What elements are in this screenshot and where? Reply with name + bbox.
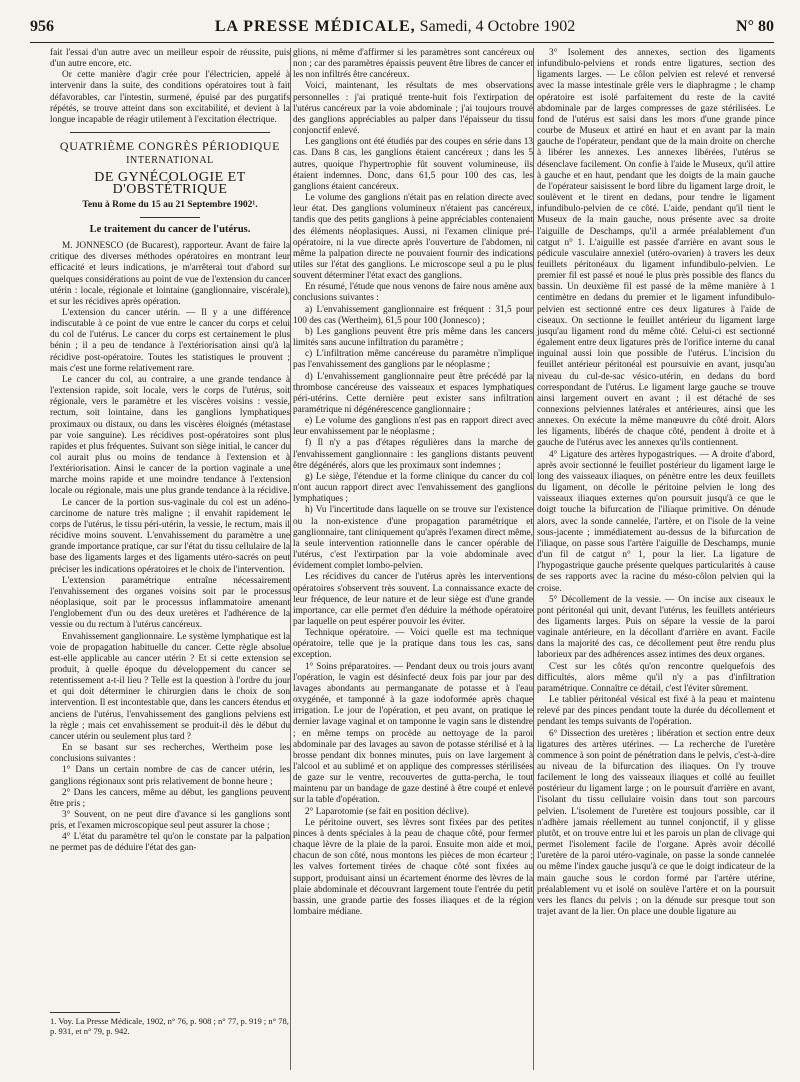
running-header — [30, 18, 774, 40]
section-title: Le traitement du cancer de l'utérus. — [89, 223, 251, 235]
column-3 — [537, 48, 775, 918]
paragraph: 6° Dissection des uretères ; libération et section entre deux ligatures des artères utérines. — La recherche de l'uretère commence à son point de pénétration dans le pelvis, c'est-à-dire au niveau de la bifurcation des iliaques. On l'y trouve facilement le long des vaisseaux iliaques et collé au feuillet postérieur du ligament large ; on le poursuit d'arrière en avant, l'isolant du tissu cellulaire voisin dans tout son parcours pelvien. L'isolement de l'uretère est toujours possible, car il n'adhère jamais réellement au tunnel conjonctif, il y glisse plutôt, et on trouve entre lui et les parois un plan de clivage qui permet l'isolement facile de l'organe. Après avoir décollé l'uretère de la paroi utéro-vaginale, on passe la sonde cannelée ou même l'index gauche jusqu'à ce que le doigt indicateur de la main gauche sous le cordon formé par l'artère utérine, préalablement vu et isolé on soulève l'artère et on la poursuit vers les flancs du pelvis ; on la dénude sur presque tout son trajet avant de la lier. On place une double ligature au — [537, 728, 775, 918]
paragraph: Technique opératoire. — Voici quelle est ma technique opératoire, telle que je la pratique dans tous les cas, sans exception. — [293, 628, 533, 661]
paragraph: c) L'infiltration même cancéreuse du paramètre n'implique pas l'envahissement des ganglions par le néoplasme ; — [293, 349, 533, 371]
short-rule — [140, 217, 200, 218]
paragraph: Le cancer du col, au contraire, a une grande tendance à l'extension rapide, soit locale, vers le corps de l'utérus, soit régionale, vers le paramètre et les viscères voisins : vessie, rectum, soit lointaine, dans les ganglions lymphatiques proximaux ou distaux, ou dans les viscères éloignés (métastase par voie sanguine). Les récidives post-opératoires sont plus rapides et plus fréquentes. Suivant son siège initial, le cancer du col aurait plus ou moins de tendance à l'extension et à l'extériorisation. Ainsi le cancer de la portion vaginale a une marche moins rapide et une moindre tendance à l'extension locale ou régionale, mais une plus grande tendance à la récidive. — [50, 374, 290, 497]
paragraph: En se basant sur ses recherches, Wertheim pose les conclusions suivantes : — [50, 743, 290, 765]
paragraph: 5° Décollement de la vessie. — On incise aux ciseaux le pont péritonéal qui unit, devant l'utérus, les feuillets antérieurs des ligaments larges. Puis on sépare la vessie de la paroi vaginale antérieure, en la décollant d'arrière en avant. Facile dans la majorité des cas, ce décollement peut être rendu plus laborieux par des adhérences assez intimes des deux organes. — [537, 594, 775, 661]
congress-international: INTERNATIONAL — [126, 155, 214, 167]
paragraph: a) L'envahissement ganglionnaire est fréquent : 31,5 pour 100 des cas (Wertheim), 61,5 pour 100 (Jonnesco) ; — [293, 304, 533, 326]
article-separator — [70, 132, 270, 133]
header-rule — [30, 42, 774, 43]
column-divider — [290, 48, 291, 1070]
congress-dates: Tenu à Rome du 15 au 21 Septembre 1902¹. — [82, 199, 258, 210]
footnote-rule — [50, 1012, 120, 1013]
paragraph: C'est sur les côtés qu'on rencontre quelquefois des difficultés, alors même qu'il n'y a pas d'infiltration paramétrique. Connaître ce détail, c'est l'éviter sûrement. — [537, 661, 775, 694]
column-divider — [533, 48, 534, 1070]
issue-date: Samedi, 4 Octobre 1902 — [419, 18, 576, 35]
congress-heading — [50, 141, 290, 211]
paragraph: e) Le volume des ganglions n'est pas en rapport direct avec leur envahissement par le néoplasme ; — [293, 416, 533, 438]
column-1 — [50, 48, 290, 855]
paragraph: f) Il n'y a pas d'étapes régulières dans la marche de l'envahissement ganglionnaire : les ganglions distants peuvent être dégénérés, alors que les proximaux sont indemnes ; — [293, 438, 533, 471]
paragraph: Les récidives du cancer de l'utérus après les interventions opératoires s'observent très souvent. La connaissance exacte de leur fréquence, de leur nature et de leur siège est d'une grande importance, car elle permet d'en déduire la méthode opératoire par laquelle on peut espérer pouvoir les éviter. — [293, 572, 533, 627]
paragraph: d) L'envahissement ganglionnaire peut être précédé par la thrombose cancéreuse des vaisseaux et espaces lymphatiques péri-utérins. Cette dernière peut exister sans infiltration paramétrique ni dégénérescence ganglionnaire ; — [293, 371, 533, 415]
paragraph: 1° Soins préparatoires. — Pendant deux ou trois jours avant l'opération, le vagin est désinfecté deux fois par jour par des lavages abondants au permanganate de potasse et à l'eau oxygénée, et tamponné à la gaze iodoformée après chaque irrigation. Le jour de l'opération, et peu avant, on pratique le dernier lavage vaginal et on tamponne le vagin sans le distendre ; en même temps on procède au nettoyage de la paroi abdominale par des lavages au savon de potasse stérilisé et à la brosse pendant dix bonnes minutes, puis on lave largement à l'alcool et au sublimé et on applique des compresses stérilisées de gaze sur le ventre, recouvertes de gutta-percha, le tout maintenu par un bandage de gaze destiné à être coupé et enlevé sur la table d'opération. — [293, 661, 533, 806]
header-title — [215, 18, 575, 36]
paragraph: M. JONNESCO (de Bucarest), rapporteur. Avant de faire la critique des diverses méthodes opératoires en montrant leur efficacité et leurs indications, je m'arrêterai tout d'abord sur quelques considérations au point de vue de l'extension du cancer utérin : locale, régionale et lointaine (ganglionnaire, viscérale), et sur les récidives après opération. — [50, 241, 290, 307]
paragraph: h) Vu l'incertitude dans laquelle on se trouve sur l'existence ou la non-existence d'une propagation paramétrique et ganglionnaire, tant cliniquement qu'après l'examen direct même, la seule intervention rationnelle dans le cancer opérable de l'utérus, c'est l'extirpation par la voie abdominale avec évidement complet lombo-pelvien. — [293, 505, 533, 572]
paragraph: Le volume des ganglions n'était pas en relation directe avec leur état. Des ganglions volumineux n'étaient pas cancéreux, tandis que des petits ganglions à peine appréciables contenaient des éléments néoplasiques. Aussi, ni l'examen clinique pré-opératoire, ni la vue directe après l'ouverture de l'abdomen, ni même la palpation directe ne pouvaient fournir des indications utiles sur l'état des ganglions. Le microscope seul a pu le plus souvent déterminer l'état exact des ganglions. — [293, 193, 533, 282]
paragraph: Le péritoine ouvert, ses lèvres sont fixées par des petites pinces à dents spéciales à la peau de chaque côté, pour fermer chaque lèvre de la plaie de la paroi. Ensuite mon aide et moi, chacun de son côté, nous montons les pièces de mon écarteur ; les valves fortement tirées de chaque côté sont fixées au support, produisant ainsi un écartement énorme des lèvres de la plaie abdominale et découvrant largement toute l'entrée du petit bassin, une grande partie des fosses iliaques et de la région lombaire médiane. — [293, 817, 533, 918]
paragraph: fait l'essai d'un autre avec un meilleur espoir de réussite, puis d'un autre encore, etc. — [50, 48, 290, 70]
issue-number: N° 80 — [736, 18, 774, 35]
congress-subject: DE GYNÉCOLOGIE ET D'OBSTÉTRIQUE — [94, 170, 246, 197]
paragraph: 4° L'état du paramètre tel qu'on le constate par la palpation ne permet pas de déduire l'état des gan- — [50, 832, 290, 854]
paragraph: Les ganglions ont été étudiés par des coupes en série dans 13 cas. Dans 8 cas, les ganglions étaient cancéreux ; dans les 5 autres, quoique l'hypertrophie fût souvent volumineuse, ils étaient indemnes. Donc, dans 61,5 pour 100 des cas, les ganglions étaient cancéreux. — [293, 137, 533, 192]
paragraph: 3° Souvent, on ne peut dire d'avance si les ganglions sont pris, et l'examen microscopique seul peut assurer la chose ; — [50, 810, 290, 832]
paragraph: L'extension paramétrique entraîne nécessairement l'envahissement des organes voisins soit par le processus néoplasique, soit par le processus inflammatoire amenant l'englobement d'un ou des deux uretères et l'adhérence de la vessie ou du rectum à l'utérus cancéreux. — [50, 575, 290, 631]
paragraph: Le cancer de la portion sus-vaginale du col est un adéno-carcinome de nature très maligne ; il envahit rapidement le corps de l'utérus, le tissu péri-utérin, la vessie, le rectum, mais il récidive moins souvent. L'envahissement du paramètre a une grande importance pratique, car sur l'état du tissu cellulaire de la base des ligaments larges et des ligaments utéro-sacrés on peut préciser les indications opératoires et le choix de l'intervention. — [50, 497, 290, 575]
paragraph: En résumé, l'étude que nous venons de faire nous amène aux conclusions suivantes : — [293, 282, 533, 304]
paragraph: 4° Ligature des artères hypogastriques. — A droite d'abord, après avoir sectionné le feuillet postérieur du ligament large le long des vaisseaux iliaques, on pénètre entre les deux feuillets du ligament, on décolle le péritoine pelvien le long des vaisseaux iliaques externes qu'on poursuit jusqu'à ce que le doigt touche la bifurcation de l'iliaque primitive. On dénude alors, avec la sonde cannelée, l'artère, et on l'isole de la veine sous-jacente ; immédiatement au-dessus de la bifurcation de l'iliaque, on passe sous l'artère l'aiguille de Deschamps, munie d'un fil de catgut n° 1, pour la lier. La ligature de l'hypogastrique gauche présente quelques particularités à cause de ses rapports avec la racine du méso-côlon pelvien qui la croise. — [537, 449, 775, 594]
paragraph: glions, ni même d'affirmer si les paramètres sont cancéreux ou non ; car des paramètres épaissis peuvent être libres de cancer et les non infiltrés être cancéreux. — [293, 48, 533, 81]
footnote — [50, 1012, 290, 1036]
paragraph: b) Les ganglions peuvent être pris même dans les cancers limités sans aucune infiltration du paramètre ; — [293, 326, 533, 349]
paragraph: 2° Laparotomie (se fait en position déclive). — [305, 806, 470, 817]
paragraph: L'extension du cancer utérin. — Il y a une différence indiscutable à ce point de vue entre le cancer du corps et celui du col de l'utérus. Le cancer du corps est certainement le plus bénin ; il a peu de tendance à l'extériorisation ainsi qu'à la récidive post-opératoire. Toutes les statistiques le prouvent ; mais c'est une forme relativement rare. — [50, 307, 290, 374]
paragraph: 3° Isolement des annexes, section des ligaments infundibulo-pelviens et ronds entre ligatures, section des ligaments larges. — Le côlon pelvien est relevé et renversé avec la masse intestinale grêle vers le diaphragme ; le champ opératoire est isolé parfaitement du reste de la cavité abdominale par de larges compresses de gaze stérilisées. Le fond de l'utérus est saisi dans les mors d'une grande pince courbe de Museux et attiré en haut et en avant par la main gauche de l'opérateur, pendant que de la main droite on cherche à libérer les annexes. Les annexes libérées, l'utérus se désenclave facilement. On confie à l'aide le Museux, qu'il attire à gauche et en haut, pendant que les doigts de la main gauche de l'opérateur saisissent le bord libre du ligament large droit, le soulèvent et le tirent en dedans, pour tendre le ligament infundibulo-pelvien de ce côté. L'aide, pendant qu'il tient le Museux de la main gauche, nous présente avec sa droite l'aiguille de Deschamps, qu'il a armée préalablement d'un catgut n° 1. L'aiguille est passée d'arrière en avant sous le pédicule vasculaire annexiel (utéro-ovarien) à travers les deux feuillets péritonéaux du ligament infundibulo-pelvien. Le premier fil est passé et noué le plus près possible des flancs du bassin. Un deuxième fil est passé de la même manière à 1 centimètre en dedans du premier et le ligament infundibulo-pelvien est sectionné entre ces deux ligatures à l'aide de ciseaux. On sectionne le feuillet antérieur du ligament large jusqu'au ligament rond du même côté. Celui-ci est sectionné également entre deux ligatures près de l'orifice interne du canal inguinal aussi loin que possible de l'utérus. L'incision du feuillet antérieur péritonéal est poursuivie en avant, jusqu'au niveau du cul-de-sac vésico-utérin, en dedans du bord correspondant de l'utérus. Le ligament large gauche se trouve ainsi largement ouvert en avant ; il est détaché de ses connexions pelviennes latérales et antérieures, ainsi que les annexes. On exécute la même manœuvre du côté droit. Alors les ligaments, libérés de chaque côté, pendent à droite et à gauche de l'utérus avec les annexes qu'ils contiennent. — [537, 48, 775, 449]
congress-title: QUATRIÈME CONGRÈS PÉRIODIQUE — [59, 139, 281, 154]
column-2 — [293, 48, 533, 918]
paragraph: Voici, maintenant, les résultats de mes observations personnelles : j'ai pratiqué trente-huit fois l'extirpation de l'utérus cancéreux par la voie abdominale ; j'ai toujours trouvé des ganglions appréciables au palper dans l'épaisseur du tissu conjonctif enlevé. — [293, 81, 533, 137]
paragraph: g) Le siège, l'étendue et la forme clinique du cancer du col n'ont aucun rapport direct avec l'envahissement des ganglions lymphatiques ; — [293, 471, 533, 505]
journal-name: LA PRESSE MÉDICALE, — [214, 18, 416, 35]
page-number: 956 — [30, 18, 54, 35]
paragraph: 2° Dans les cancers, même au début, les ganglions peuvent être pris ; — [50, 787, 290, 809]
paragraph: Le tablier péritonéal vésical est fixé à la peau et maintenu relevé par des pinces pendant toute la durée du décollement et pendant les temps suivants de l'opération. — [537, 695, 775, 728]
paragraph: 1° Dans un certain nombre de cas de cancer utérin, les ganglions régionaux sont pris relativement de bonne heure ; — [50, 765, 290, 787]
footnote-text: 1. Voy. La Presse Médicale, 1902, n° 76, p. 908 ; n° 77, p. 919 ; n° 78, p. 931, et n° 79, p. 942. — [50, 1016, 289, 1036]
paragraph: Or cette manière d'agir crée pour l'électricien, appelé à intervenir dans la suite, des conditions opératoires tout à fait défavorables, car l'intestin, surmené, épuisé par des purgatifs répétés, se trouve atteint dans son excitabilité, et devient à la longue incapable de réagir utilement à l'excitation électrique. — [50, 70, 290, 125]
paragraph: Envahissement ganglionnaire. Le système lymphatique est la voie de propagation habituelle du cancer. Cette règle absolue est-elle applicable au cancer utérin ? Et si cette extension se produit, à quelle époque du développement du cancer se retentissement a-t-il lieu ? Telle est la question à l'ordre du jour et qui doit déterminer le chirurgien dans le choix de son intervention. Il est incontestable que, dans les cancers étendus et anciens de l'utérus, l'envahissement des ganglions pelviens est la règle ; mais cet envahissement se produit-il dès le début du cancer utérin ou seulement plus tard ? — [50, 631, 290, 742]
